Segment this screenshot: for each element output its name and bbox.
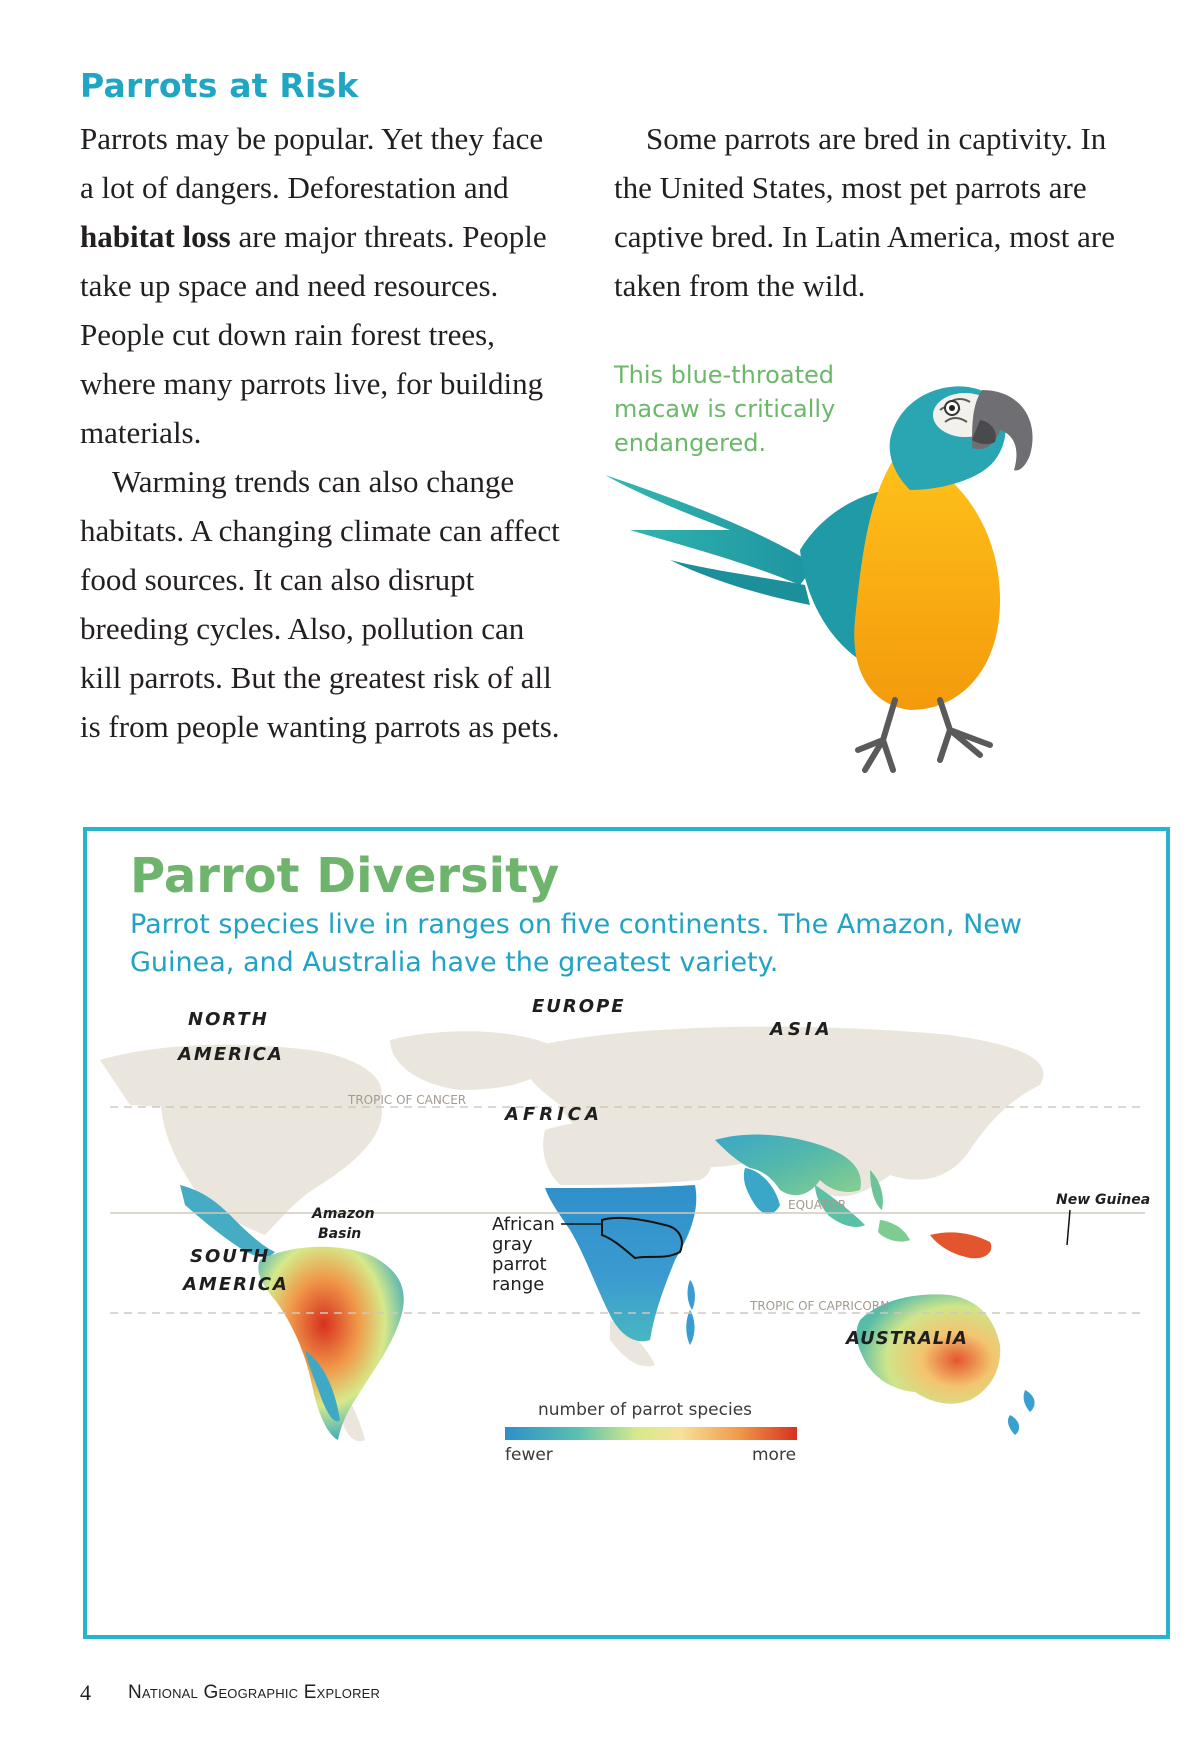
label-new-guinea: New Guinea [1056, 1192, 1151, 1208]
legend-high-label: more [752, 1445, 797, 1465]
label-amazon-2: Basin [318, 1226, 362, 1242]
label-african-gray-1: African [492, 1214, 555, 1235]
label-asia: ASIA [770, 1019, 834, 1040]
label-tropic-capricorn: TROPIC OF CAPRICORN [750, 1299, 890, 1313]
publication-name: National Geographic Explorer [128, 1682, 381, 1703]
label-equator: EQUATOR [788, 1198, 847, 1212]
label-south-america-1: SOUTH [190, 1246, 271, 1267]
label-african-gray-3: parrot [492, 1254, 547, 1275]
label-europe: EUROPE [532, 996, 626, 1017]
article-column-right [614, 114, 1134, 310]
page-number: 4 [80, 1680, 91, 1705]
glossary-term: habitat loss [80, 219, 231, 254]
label-africa: AFRICA [505, 1104, 603, 1125]
label-amazon-1: Amazon [312, 1206, 375, 1222]
legend-low-label: fewer [505, 1445, 553, 1465]
label-australia: AUSTRALIA [846, 1328, 968, 1349]
label-african-gray-2: gray [492, 1234, 533, 1255]
legend-title: number of parrot species [538, 1400, 753, 1420]
paragraph-1: Parrots may be popular. Yet they face a lot of dangers. Deforestation and habitat loss are major threats. People take up space and need resources. People cut down rain forest trees, where many parrots live, for building materials. [80, 121, 547, 450]
new-guinea-pointer [1067, 1210, 1070, 1245]
map-subtitle: Parrot species live in ranges on five continents. The Amazon, New Guinea, and Australia have the greatest variety. [130, 909, 1022, 978]
photo-caption: This blue-throated macaw is critically endangered. [614, 361, 836, 457]
map-title: Parrot Diversity [130, 848, 560, 904]
label-tropic-cancer: TROPIC OF CANCER [348, 1093, 467, 1107]
label-african-gray-4: range [492, 1274, 545, 1295]
section-heading: Parrots at Risk [80, 66, 359, 105]
paragraph-3: Some parrots are bred in captivity. In the United States, most pet parrots are captive bred. In Latin America, most are taken from the wild. [614, 121, 1115, 303]
paragraph-2: Warming trends can also change habitats. A changing climate can affect food sources. It can also disrupt breeding cycles. Also, pollution can kill parrots. But the greatest risk of all is from people wanting parrots as pets. [80, 464, 560, 744]
label-north-america-2: AMERICA [178, 1044, 284, 1065]
world-map [90, 990, 1165, 1630]
legend-color-ramp [505, 1427, 797, 1440]
article-column-left [80, 114, 560, 751]
label-south-america-2: AMERICA [183, 1274, 289, 1295]
label-north-america-1: NORTH [188, 1009, 269, 1030]
macaw-photo [600, 380, 1100, 790]
map-legend [505, 1400, 797, 1465]
